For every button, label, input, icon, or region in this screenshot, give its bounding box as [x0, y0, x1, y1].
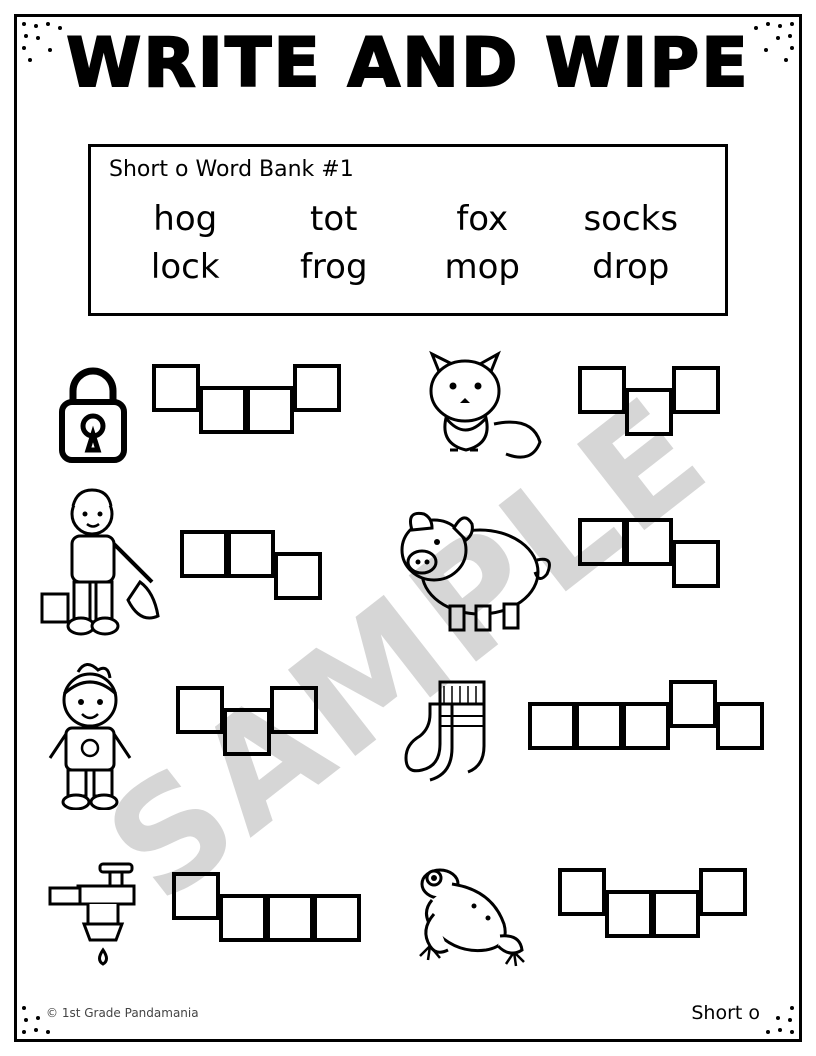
letter-box[interactable] — [672, 540, 720, 588]
letter-box[interactable] — [176, 686, 224, 734]
footer-label: Short o — [691, 1002, 760, 1024]
answer-boxes-hog[interactable] — [578, 518, 719, 588]
word-bank-grid — [111, 199, 705, 287]
tot-icon — [34, 654, 154, 810]
answer-boxes-mop[interactable] — [180, 530, 321, 600]
letter-box[interactable] — [625, 518, 673, 566]
word-bank-word: drop — [592, 247, 670, 287]
letter-box[interactable] — [227, 530, 275, 578]
letter-box[interactable] — [223, 708, 271, 756]
answer-boxes-socks[interactable] — [528, 680, 763, 750]
answer-boxes-lock[interactable] — [152, 364, 340, 434]
letter-box[interactable] — [622, 702, 670, 750]
letter-box[interactable] — [528, 702, 576, 750]
letter-box[interactable] — [219, 894, 267, 942]
letter-box[interactable] — [293, 364, 341, 412]
page-title: WRITE AND WIPE — [66, 24, 750, 103]
word-bank-title: Short o Word Bank #1 — [109, 157, 354, 182]
word-bank-word: mop — [444, 247, 520, 287]
letter-box[interactable] — [558, 868, 606, 916]
letter-box[interactable] — [266, 894, 314, 942]
letter-box[interactable] — [672, 366, 720, 414]
padlock-icon — [48, 358, 138, 468]
fox-icon — [398, 346, 558, 466]
footer-credit: © 1st Grade Pandamania — [46, 1006, 199, 1020]
answer-boxes-frog[interactable] — [558, 868, 746, 938]
letter-box[interactable] — [313, 894, 361, 942]
letter-box[interactable] — [246, 386, 294, 434]
letter-box[interactable] — [274, 552, 322, 600]
letter-box[interactable] — [270, 686, 318, 734]
boy-mopping-icon — [40, 486, 170, 644]
drop-icon — [48, 858, 168, 978]
word-bank-word: lock — [150, 247, 220, 287]
sample-watermark: SAMPLE — [76, 364, 740, 936]
letter-box[interactable] — [180, 530, 228, 578]
word-bank-word: socks — [583, 199, 679, 239]
letter-box[interactable] — [669, 680, 717, 728]
frog-icon — [404, 862, 534, 972]
letter-box[interactable] — [199, 386, 247, 434]
answer-boxes-fox[interactable] — [578, 366, 719, 436]
letter-box[interactable] — [152, 364, 200, 412]
hog-icon — [392, 506, 562, 636]
word-bank-word: frog — [299, 247, 368, 287]
letter-box[interactable] — [699, 868, 747, 916]
letter-box[interactable] — [625, 388, 673, 436]
word-bank-word: fox — [456, 199, 509, 239]
letter-box[interactable] — [578, 366, 626, 414]
letter-box[interactable] — [605, 890, 653, 938]
letter-box[interactable] — [172, 872, 220, 920]
word-bank-word: hog — [153, 199, 218, 239]
word-bank — [88, 144, 728, 316]
letter-box[interactable] — [652, 890, 700, 938]
letter-box[interactable] — [575, 702, 623, 750]
socks-icon — [404, 676, 524, 786]
answer-boxes-drop[interactable] — [172, 872, 360, 942]
word-bank-word: tot — [310, 199, 358, 239]
letter-box[interactable] — [716, 702, 764, 750]
letter-box[interactable] — [578, 518, 626, 566]
answer-boxes-tot[interactable] — [176, 686, 317, 756]
